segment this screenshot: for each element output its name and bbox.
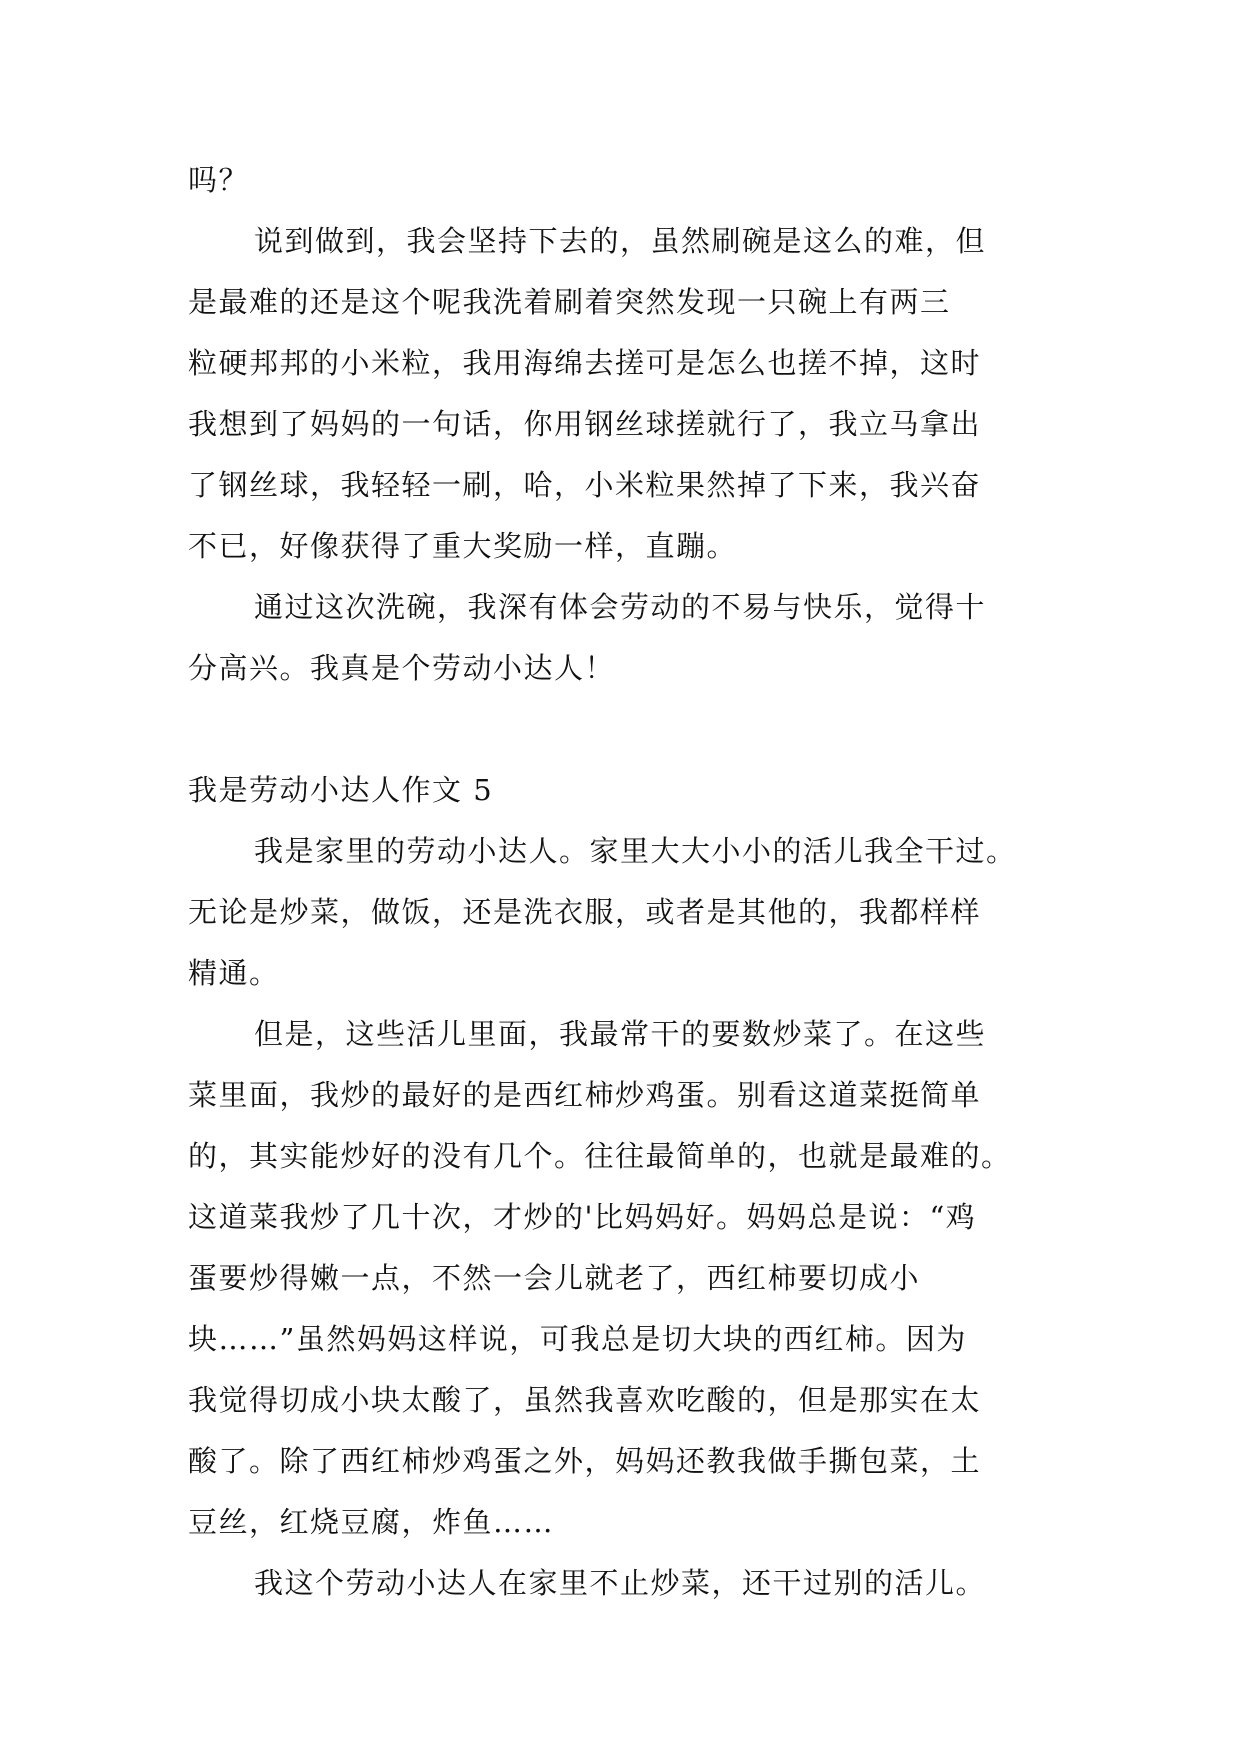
text-line: 我想到了妈妈的一句话，你用钢丝球搓就行了，我立马拿出 (188, 407, 982, 441)
paragraph-first-line: 通过这次洗碗，我深有体会劳动的不易与快乐，觉得十 (254, 590, 987, 624)
section-gap (188, 699, 1058, 760)
text-line: 菜里面，我炒的最好的是西红柿炒鸡蛋。别看这道菜挺简单 (188, 1078, 982, 1112)
text-line: 这道菜我炒了几十次，才炒的'比妈妈好。妈妈总是说：“鸡 (188, 1200, 977, 1234)
document-page (188, 150, 1058, 1614)
text-line: 是最难的还是这个呢我洗着刷着突然发现一只碗上有两三 (188, 285, 951, 319)
text-line: 酸了。除了西红柿炒鸡蛋之外，妈妈还教我做手撕包菜，土 (188, 1444, 982, 1478)
paragraph-first-line: 但是，这些活儿里面，我最常干的要数炒菜了。在这些 (254, 1017, 987, 1051)
paragraph-first-line: 我这个劳动小达人在家里不止炒菜，还干过别的活儿。 (254, 1566, 987, 1600)
text-line: 了钢丝球，我轻轻一刷，哈，小米粒果然掉了下来，我兴奋 (188, 468, 982, 502)
text-line: 粒硬邦邦的小米粒，我用海绵去搓可是怎么也搓不掉，这时 (188, 346, 982, 380)
text-line: 不已，好像获得了重大奖励一样，直蹦。 (188, 529, 738, 563)
section-title: 我是劳动小达人作文 5 (188, 773, 494, 807)
text-line: 分高兴。我真是个劳动小达人！ (188, 651, 616, 685)
text-line: 块……”虽然妈妈这样说，可我总是切大块的西红柿。因为 (188, 1322, 967, 1356)
text-line: 豆丝，红烧豆腐，炸鱼…… (188, 1505, 555, 1539)
text-line: 无论是炒菜，做饭，还是洗衣服，或者是其他的，我都样样 (188, 895, 982, 929)
paragraph-first-line: 我是家里的劳动小达人。家里大大小小的活儿我全干过。 (254, 834, 1017, 868)
text-line: 精通。 (188, 956, 280, 990)
text-line: 吗？ (188, 163, 250, 197)
paragraph-first-line: 说到做到，我会坚持下去的，虽然刷碗是这么的难，但 (254, 224, 987, 258)
text-line: 的，其实能炒好的没有几个。往往最简单的，也就是最难的。 (188, 1139, 1012, 1173)
text-line: 我觉得切成小块太酸了，虽然我喜欢吃酸的，但是那实在太 (188, 1383, 982, 1417)
text-line: 蛋要炒得嫩一点，不然一会儿就老了，西红柿要切成小 (188, 1261, 921, 1295)
